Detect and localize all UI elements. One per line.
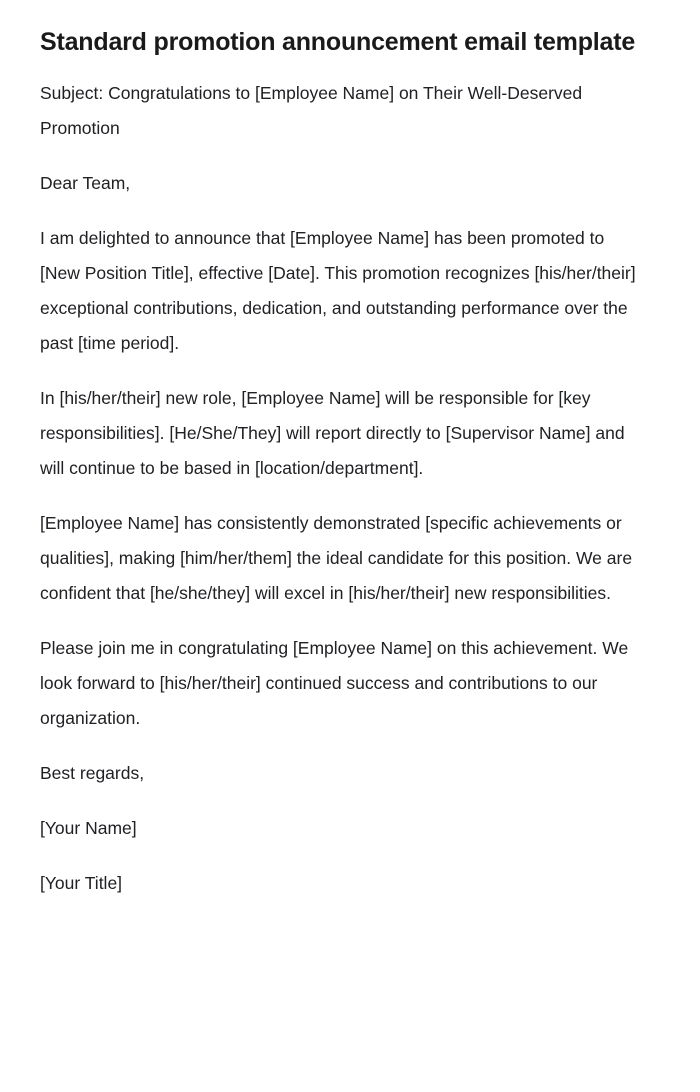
body-paragraph-congratulate: Please join me in congratulating [Employee Name] on this achievement. We look forward to [his/her/their] continued success and contributions to our organization.	[40, 638, 629, 728]
body-paragraph-role: In [his/her/their] new role, [Employee Name] will be responsible for [key responsibilities]. [He/She/They] will report directly to [Supervisor Name] and will continue to be based in [location/department].	[40, 388, 625, 478]
signature-title: [Your Title]	[40, 873, 123, 893]
subject-line: Subject: Congratulations to [Employee Name] on Their Well-Deserved Promotion	[40, 83, 583, 138]
page-title: Standard promotion announcement email template	[40, 28, 636, 56]
signoff: Best regards,	[40, 763, 145, 783]
salutation: Dear Team,	[40, 173, 131, 193]
body-paragraph-qualities: [Employee Name] has consistently demonstrated [specific achievements or qualities], making [him/her/them] the ideal candidate for this position. We are confident that [he/she/they] will excel in [his/her/their] new responsibilities.	[40, 513, 633, 603]
body-paragraph-announcement: I am delighted to announce that [Employee Name] has been promoted to [New Position Title], effective [Date]. This promotion recognizes [his/her/their] exceptional contributions, dedication, and outstanding performance over the past [time period].	[40, 228, 636, 353]
signature-name: [Your Name]	[40, 818, 137, 838]
